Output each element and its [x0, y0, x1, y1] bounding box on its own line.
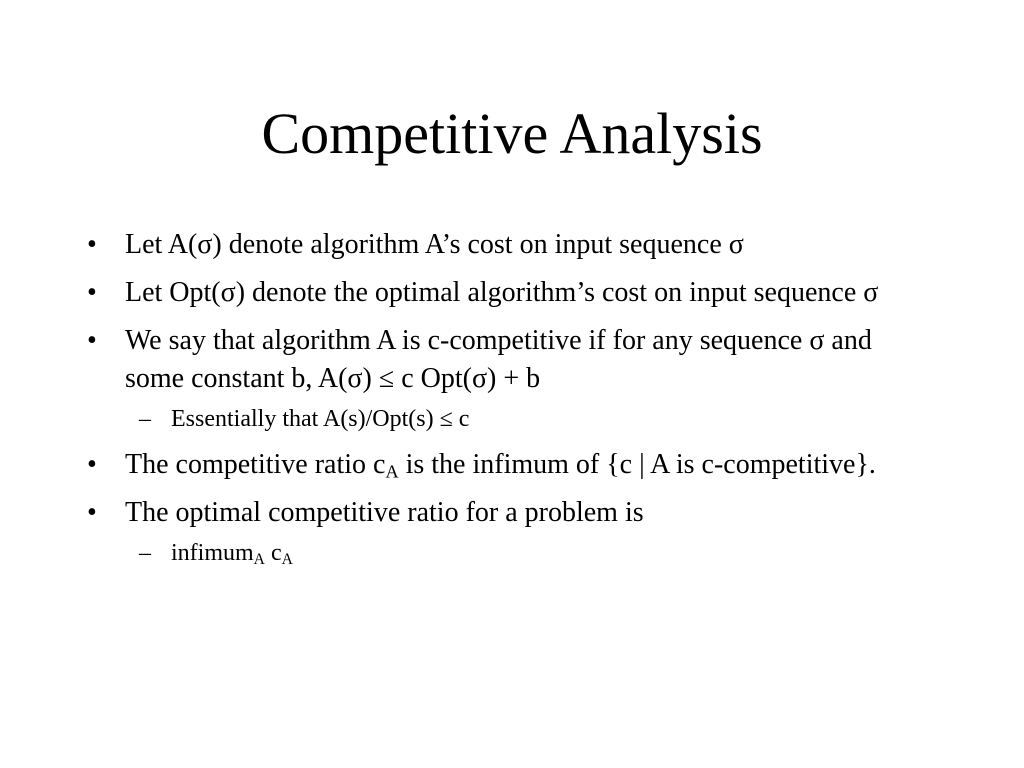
dash-symbol: –: [139, 406, 151, 432]
slide-body: [84, 226, 904, 578]
bullet-symbol: •: [87, 325, 97, 356]
bullet-item-5: [84, 494, 904, 532]
subscript: A: [281, 550, 293, 568]
bullet-text: [125, 449, 876, 480]
sub-bullet-item-5a: [84, 538, 904, 568]
bullet-item-3: [84, 322, 904, 398]
bullet-symbol: •: [87, 449, 97, 480]
sub-bullet-text-part: c: [264, 540, 282, 566]
bullet-text: We say that algorithm A is c-competitive if for any sequence σ and some constant b, A(σ) ≤ c Opt(σ) + b: [125, 325, 872, 394]
dash-symbol: –: [139, 540, 151, 566]
bullet-text-part: is the infimum of {c | A is c-competitive}.: [398, 449, 876, 480]
sub-bullet-text: [171, 540, 293, 566]
bullet-item-1: [84, 226, 904, 264]
bullet-text: Let Opt(σ) denote the optimal algorithm’s cost on input sequence σ: [125, 277, 879, 308]
bullet-text: Let A(σ) denote algorithm A’s cost on input sequence σ: [125, 229, 744, 260]
bullet-symbol: •: [87, 229, 97, 260]
sub-bullet-item-3a: [84, 404, 904, 434]
sub-bullet-text-part: infimum: [171, 540, 254, 566]
bullet-text: The optimal competitive ratio for a problem is: [125, 497, 644, 528]
subscript: A: [385, 461, 399, 482]
bullet-item-4: [84, 446, 904, 484]
sub-bullet-text: Essentially that A(s)/Opt(s) ≤ c: [171, 406, 470, 432]
slide-title: Competitive Analysis: [261, 101, 763, 166]
bullet-item-2: [84, 274, 904, 312]
bullet-text-part: The competitive ratio c: [125, 449, 386, 480]
bullet-symbol: •: [87, 497, 97, 528]
subscript: A: [253, 550, 265, 568]
bullet-symbol: •: [87, 277, 97, 308]
